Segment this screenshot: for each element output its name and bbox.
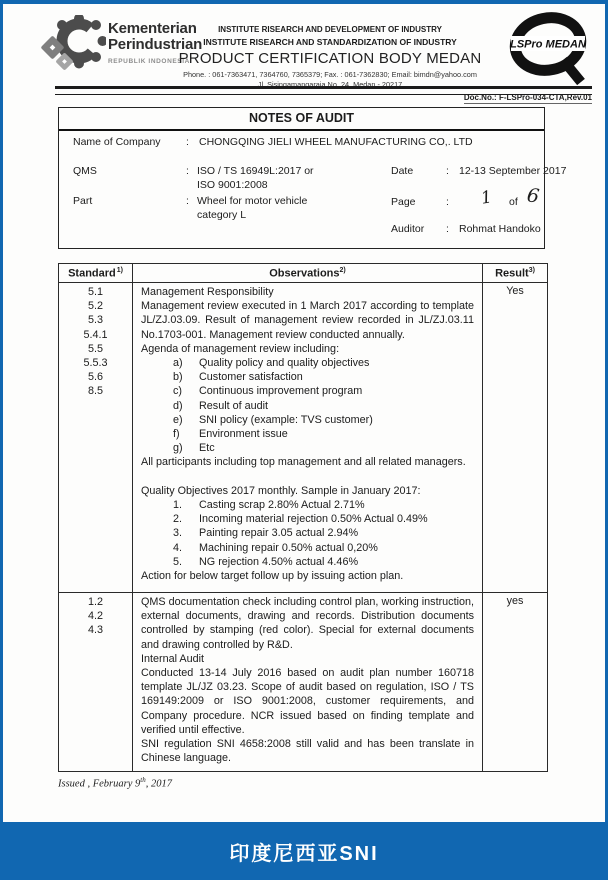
banner-text: 印度尼西亚SNI [229,842,379,865]
observation-paragraph: QMS documentation check including control plan, working instruction, external documents, drawing and records. Distribution documents controlled by stamping (red color). Special for external documents and drawing controlled by R&D. [141,596,474,651]
date-colon: : [446,165,449,177]
date-value: 12-13 September 2017 [459,165,567,177]
observation-list-item: Quality policy and quality objectives [199,357,370,370]
standard-clause: 5.5.3 [83,357,108,370]
observation-paragraph: Agenda of management review including: [141,342,340,355]
audit-table-row [59,593,548,772]
institute-line-2: INSTITUTE RISEARCH AND STANDARDIZATION OF INDUSTRY [203,37,457,47]
standard-clause: 5.2 [87,300,103,313]
observation-paragraph: Management review executed in 1 March 2017 according to template JL/ZJ.03.09. Result of management review recorded in JL/ZJ.03.11 No.1703-001. Management review conducted annually. [141,300,474,341]
observation-paragraph: SNI regulation SNI 4658:2008 still valid and has been translate in Chinese language. [141,738,474,765]
company-label: Name of Company [73,136,161,148]
doc-number: Doc.No.: F-LSPro-034-CTA,Rev.01 [463,93,592,102]
page-current-handwritten: 1 [479,187,494,209]
standard-clause: 5.1 [87,286,103,298]
audit-table [58,263,548,772]
address-line: Jl. Sisingamangaraja No. 24, Medan - 20217 [257,80,403,89]
observation-paragraph: Action for below target follow up by issuing action plan. [141,570,404,583]
standard-cell [59,283,133,593]
company-colon: : [186,136,189,148]
part-label: Part [73,195,93,207]
lspro-medan-q-logo-icon [507,10,589,88]
observation-list-item: NG rejection 4.50% actual 4.46% [199,555,359,568]
scan-frame-left [0,0,3,822]
observation-list-item: Result of audit [199,399,269,412]
observation-paragraph: Conducted 13-14 July 2016 based on audit plan number 160718 template JL/JZ 03.23. Scope of audit based on regulation, ISO / TS 169149:2009 or ISO 9001:2008, customer requirements, and Company procedure. NCR issued based on finding template and verified until effective. [141,667,474,736]
issued-date-line: Issued , February 9th, 2017 [58,776,172,790]
certification-body-title: PRODUCT CERTIFICATION BODY MEDAN [178,50,482,67]
observation-list-item: Customer satisfaction [199,371,303,384]
observation-paragraph: Internal Audit [141,652,205,665]
page-total-handwritten: 6 [525,184,541,208]
part-value-line2: category L [197,209,247,221]
page-colon: : [446,196,449,208]
auditor-colon: : [446,223,449,235]
audit-table-header-row [59,264,548,283]
scan-frame-top [0,0,608,4]
observation-list-item: Incoming material rejection 0.50% Actual 0.49% [199,513,428,526]
company-value: CHONGQING JIELI WHEEL MANUFACTURING CO,. LTD [199,136,473,148]
ministry-name-line2: Perindustrian [108,36,203,53]
qms-colon: : [186,165,189,177]
standard-clause: 5.4.1 [83,328,108,341]
qms-label: QMS [73,165,97,177]
result-cell: Yes [483,283,548,593]
auditor-label: Auditor [391,223,425,235]
letterhead [163,25,497,89]
page-label: Page [391,196,416,208]
standard-clause: 8.5 [87,385,103,398]
observations-cell [133,593,483,772]
observation-list-item: Painting repair 3.05 actual 2.94% [199,527,359,540]
standard-clause: 5.6 [87,371,103,384]
observation-list-item: Machining repair 0.50% actual 0,20% [199,541,378,554]
observations-cell [133,283,483,593]
standard-clause: 4.2 [87,610,103,623]
observation-paragraph: Management Responsibility [141,286,274,298]
institute-line-1: INSTITUTE RISEARCH AND DEVELOPMENT OF INDUSTRY [218,25,442,34]
observation-list-item: Etc [199,442,215,455]
audit-table-row [59,283,548,593]
audit-form-box [58,107,567,249]
qms-value-line1: ISO / TS 16949L:2017 or [197,165,314,177]
observation-list-item: Casting scrap 2.80% Actual 2.71% [199,499,365,512]
observation-spacer [141,470,474,484]
observation-numbered-list [141,498,474,569]
observation-alpha-list [141,356,474,455]
auditor-value: Rohmat Handoko [459,223,541,235]
column-header-result: Result$^{3)}$ [483,264,548,283]
standard-clause: 1.2 [87,596,103,608]
part-colon: : [186,195,189,207]
column-header-observations: Observations$^{2)}$ [133,264,483,283]
ministry-subtitle: REPUBLIK INDONESIA [108,58,190,65]
standard-clause: 4.3 [87,624,103,637]
contact-line: Phone. : 061-7363471, 7364760, 7365379; Fax. : 061-7362830; Email: bimdn@yahoo.com [183,70,477,79]
observation-list-item: Continuous improvement program [199,385,363,398]
standard-clause: 5.5 [87,342,103,355]
observation-list-item: Environment issue [199,428,288,441]
lspro-logo-label: LSPro MEDAN [510,38,586,51]
column-header-standard: Standard $^{1)}$ [59,264,133,283]
part-value-line1: Wheel for motor vehicle [197,195,308,207]
qms-value-line2: ISO 9001:2008 [197,179,268,191]
observation-paragraph: All participants including top management and all related managers. [141,456,466,469]
page-of-label: of [509,196,518,208]
ministry-gear-logo-icon [38,15,106,77]
form-title: NOTES OF AUDIT [59,108,544,131]
result-cell: yes [483,593,548,772]
observation-list-item: SNI policy (example: TVS customer) [199,413,373,426]
ministry-name-line1: Kementerian [108,20,197,37]
observation-paragraph: Quality Objectives 2017 monthly. Sample in January 2017: [141,484,421,497]
standard-clause: 5.3 [87,314,103,327]
bottom-banner [0,822,608,880]
date-label: Date [391,165,414,177]
standard-cell [59,593,133,772]
